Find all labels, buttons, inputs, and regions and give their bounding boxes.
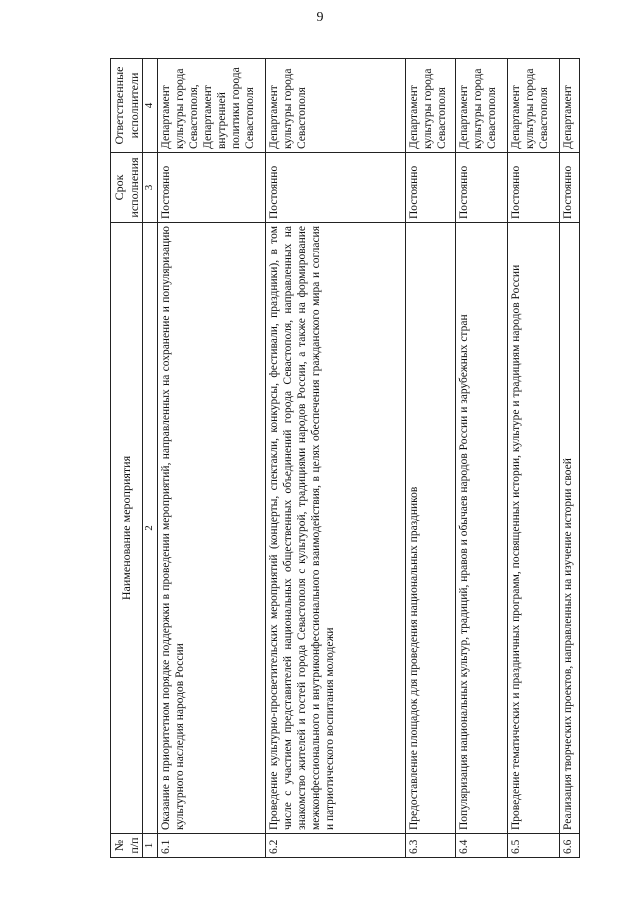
event-responsible: Департамент культуры города Севастополя, Департамент внутренней политики города Севастополя: [158, 59, 266, 153]
row-number: 6.3: [406, 834, 456, 858]
column-number-cell: 1: [143, 834, 158, 858]
table-row: [456, 59, 508, 858]
header-responsible: Ответственные исполнители: [111, 59, 143, 153]
row-number: 6.5: [508, 834, 560, 858]
event-term: Постоянно: [158, 153, 266, 223]
event-term: Постоянно: [456, 153, 508, 223]
header-number: № п/п: [111, 834, 143, 858]
row-number: 6.4: [456, 834, 508, 858]
event-term: Постоянно: [560, 153, 580, 223]
page-number: 9: [316, 10, 324, 25]
event-term: Постоянно: [266, 153, 406, 223]
table-row: [158, 59, 266, 858]
header-event-name: Наименование мероприятия: [111, 223, 143, 834]
event-name: Предоставление площадок для проведения национальных праздников: [406, 223, 456, 834]
event-name: Реализация творческих проектов, направленных на изучение истории своей: [560, 223, 580, 834]
event-responsible: Департамент культуры города Севастополя: [266, 59, 406, 153]
event-name: Популяризация национальных культур, традиций, нравов и обычаев народов России и зарубежных стран: [456, 223, 508, 834]
event-term: Постоянно: [406, 153, 456, 223]
row-number: 6.1: [158, 834, 266, 858]
event-name: Проведение культурно-просветительских мероприятий (концерты, спектакли, конкурсы, фестивали, праздники), в том числе с участием представителей национальных общественных объединений города Севастополя, направленных на знакомство жителей и гостей города Севастополя с культурой, традициями народов России, а также на формирование межконфессионального и внутриконфессионального взаимодействия, в целях обеспечения гражданского мира и согласия и патриотического воспитания молодежи: [266, 223, 406, 834]
header-term: Срок исполнения: [111, 153, 143, 223]
event-term: Постоянно: [508, 153, 560, 223]
table-row: [266, 59, 406, 858]
table-row: [406, 59, 456, 858]
column-numbers-row: [143, 59, 158, 858]
table-row: [560, 59, 580, 858]
table-header-row: [111, 59, 143, 858]
row-number: 6.6: [560, 834, 580, 858]
event-responsible: Департамент культуры города Севастополя: [406, 59, 456, 153]
column-number-cell: 3: [143, 153, 158, 223]
event-responsible: Департамент культуры города Севастополя: [456, 59, 508, 153]
event-responsible: Департамент: [560, 59, 580, 153]
event-name: Проведение тематических и праздничных программ, посвященных истории, культуре и традициям народов России: [508, 223, 560, 834]
event-name: Оказание в приоритетном порядке поддержки в проведении мероприятий, направленных на сохранение и популяризацию культурного наследия народов России: [158, 223, 266, 834]
rotated-table-container: [110, 58, 575, 858]
event-responsible: Департамент культуры города Севастополя: [508, 59, 560, 153]
table-row: [508, 59, 560, 858]
events-table: [110, 58, 580, 858]
row-number: 6.2: [266, 834, 406, 858]
column-number-cell: 4: [143, 59, 158, 153]
column-number-cell: 2: [143, 223, 158, 834]
